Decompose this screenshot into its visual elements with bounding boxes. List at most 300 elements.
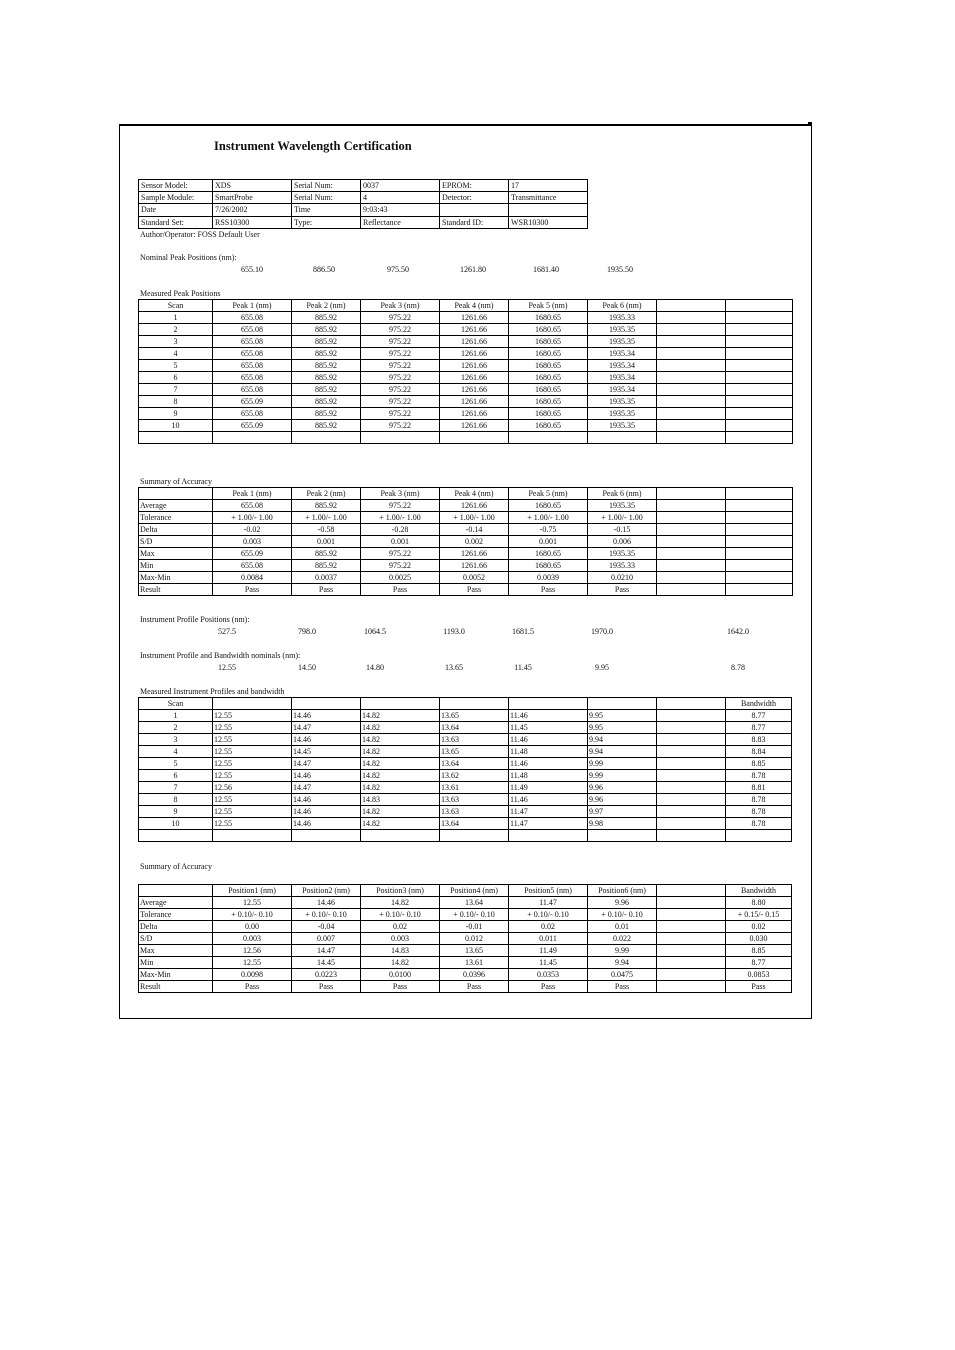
table-cell: 13.65: [440, 945, 509, 957]
table-cell: 0.0100: [361, 969, 440, 981]
value-item: 1642.0: [727, 627, 749, 636]
info-label: Serial Num:: [292, 192, 361, 204]
table-cell: 6: [139, 770, 213, 782]
info-label: Sample Module:: [139, 192, 213, 204]
table-cell: + 1.00/- 1.00: [213, 512, 292, 524]
table-row: [139, 336, 793, 348]
table-cell: [657, 897, 726, 909]
table-cell: [361, 432, 440, 444]
table-cell: 8.77: [726, 957, 792, 969]
table-cell: 14.82: [361, 722, 440, 734]
table-row: [139, 408, 793, 420]
table-cell: -0.14: [440, 524, 509, 536]
table-cell: 975.22: [361, 560, 440, 572]
column-header: Peak 3 (nm): [361, 300, 440, 312]
table-cell: 1261.66: [440, 360, 509, 372]
peak-summary-table: [138, 487, 793, 596]
table-cell: 9: [139, 806, 213, 818]
table-cell: 14.45: [292, 746, 361, 758]
table-cell: -0.01: [440, 921, 509, 933]
table-cell: Tolerance: [139, 512, 213, 524]
info-value: Reflectance: [361, 216, 440, 228]
table-row: [139, 360, 793, 372]
table-cell: 1261.66: [440, 500, 509, 512]
column-header: [657, 885, 726, 897]
value-item: 8.78: [731, 663, 745, 672]
table-cell: [657, 830, 726, 842]
table-cell: 11.49: [509, 945, 588, 957]
table-cell: 885.92: [292, 348, 361, 360]
table-row: [139, 782, 792, 794]
table-cell: + 0.10/- 0.10: [588, 909, 657, 921]
table-cell: [657, 420, 726, 432]
table-cell: 1: [139, 710, 213, 722]
table-cell: 12.56: [213, 945, 292, 957]
table-cell: 12.55: [213, 818, 292, 830]
table-cell: 1261.66: [440, 396, 509, 408]
table-cell: 0.0025: [361, 572, 440, 584]
table-cell: 655.08: [213, 500, 292, 512]
table-row: [139, 536, 793, 548]
table-cell: 9.99: [588, 770, 657, 782]
table-cell: 9.94: [588, 734, 657, 746]
table-cell: [509, 432, 588, 444]
measured-profiles-table: [138, 697, 792, 842]
column-header: Peak 1 (nm): [213, 488, 292, 500]
table-cell: 0.003: [213, 536, 292, 548]
table-cell: 885.92: [292, 396, 361, 408]
table-cell: Pass: [509, 981, 588, 993]
table-cell: 885.92: [292, 324, 361, 336]
table-cell: 9.99: [588, 758, 657, 770]
table-cell: -0.15: [588, 524, 657, 536]
column-header: [139, 488, 213, 500]
table-cell: [657, 384, 726, 396]
table-cell: 0.0223: [292, 969, 361, 981]
info-value: 0037: [361, 180, 440, 192]
table-cell: Max-Min: [139, 572, 213, 584]
table-cell: 14.46: [292, 794, 361, 806]
table-cell: 0.003: [361, 933, 440, 945]
table-row: [139, 806, 792, 818]
table-cell: [657, 782, 726, 794]
table-cell: [726, 572, 793, 584]
table-cell: 1935.35: [588, 420, 657, 432]
table-cell: [726, 500, 793, 512]
table-cell: [726, 420, 793, 432]
table-cell: [657, 969, 726, 981]
table-cell: 12.55: [213, 758, 292, 770]
table-cell: [588, 830, 657, 842]
table-cell: 13.61: [440, 782, 509, 794]
table-cell: [213, 432, 292, 444]
table-cell: 14.82: [361, 746, 440, 758]
table-cell: 655.08: [213, 312, 292, 324]
table-cell: Average: [139, 897, 213, 909]
table-cell: 8.77: [726, 722, 792, 734]
table-row: [139, 204, 588, 216]
table-cell: [726, 512, 793, 524]
table-cell: [657, 722, 726, 734]
table-cell: 13.65: [440, 710, 509, 722]
table-cell: 1935.34: [588, 384, 657, 396]
table-cell: 975.22: [361, 500, 440, 512]
table-header-row: [139, 300, 793, 312]
table-cell: 11.46: [509, 734, 588, 746]
table-cell: [726, 312, 793, 324]
profile-summary-label: Summary of Accuracy: [140, 862, 212, 871]
table-cell: 655.08: [213, 384, 292, 396]
table-row: [139, 384, 793, 396]
table-cell: 8: [139, 794, 213, 806]
table-cell: Result: [139, 981, 213, 993]
table-cell: 14.46: [292, 897, 361, 909]
table-row: [139, 945, 792, 957]
document-title: Instrument Wavelength Certification: [214, 139, 412, 153]
table-cell: [292, 432, 361, 444]
table-cell: 885.92: [292, 312, 361, 324]
column-header: Peak 3 (nm): [361, 488, 440, 500]
table-cell: Max-Min: [139, 969, 213, 981]
table-cell: [139, 432, 213, 444]
table-cell: 4: [139, 746, 213, 758]
info-label: Serial Num:: [292, 180, 361, 192]
table-cell: 12.55: [213, 794, 292, 806]
table-cell: 1935.34: [588, 348, 657, 360]
table-cell: [657, 396, 726, 408]
table-cell: 1680.65: [509, 372, 588, 384]
table-cell: [657, 360, 726, 372]
table-cell: 0.006: [588, 536, 657, 548]
table-cell: 0.012: [440, 933, 509, 945]
table-cell: 975.22: [361, 324, 440, 336]
table-cell: 2: [139, 324, 213, 336]
table-cell: + 0.10/- 0.10: [361, 909, 440, 921]
table-row: [139, 818, 792, 830]
table-cell: -0.75: [509, 524, 588, 536]
table-cell: 3: [139, 734, 213, 746]
column-header: [657, 698, 726, 710]
table-row: [139, 432, 793, 444]
table-cell: 13.64: [440, 758, 509, 770]
table-cell: 655.08: [213, 324, 292, 336]
table-cell: 4: [139, 348, 213, 360]
table-row: [139, 830, 792, 842]
table-cell: [726, 336, 793, 348]
table-cell: -0.04: [292, 921, 361, 933]
table-row: [139, 981, 792, 993]
column-header: Peak 1 (nm): [213, 300, 292, 312]
value-item: 11.45: [514, 663, 532, 672]
table-cell: 0.003: [213, 933, 292, 945]
table-cell: 1935.33: [588, 560, 657, 572]
table-cell: 13.64: [440, 897, 509, 909]
table-cell: 14.82: [361, 897, 440, 909]
table-cell: [657, 432, 726, 444]
table-cell: + 0.15/- 0.15: [726, 909, 792, 921]
table-cell: 11.48: [509, 770, 588, 782]
info-label: Standard Set:: [139, 216, 213, 228]
table-cell: 655.08: [213, 408, 292, 420]
info-value: 9:03:43: [361, 204, 440, 216]
value-item: 1681.5: [512, 627, 534, 636]
measured-peaks-label: Measured Peak Positions: [140, 289, 221, 298]
column-header: Peak 6 (nm): [588, 300, 657, 312]
table-row: [139, 560, 793, 572]
table-cell: 1680.65: [509, 336, 588, 348]
table-row: [139, 933, 792, 945]
column-header: [588, 698, 657, 710]
value-item: 12.55: [218, 663, 236, 672]
column-header: Peak 4 (nm): [440, 300, 509, 312]
value-item: 9.95: [595, 663, 609, 672]
column-header: [440, 698, 509, 710]
table-cell: Pass: [361, 584, 440, 596]
table-cell: 8.77: [726, 710, 792, 722]
table-cell: Pass: [509, 584, 588, 596]
table-cell: 1261.66: [440, 372, 509, 384]
table-cell: 9.96: [588, 794, 657, 806]
measured-peaks-table: [138, 299, 793, 444]
info-value: WSR10300: [509, 216, 588, 228]
info-value: 4: [361, 192, 440, 204]
table-cell: 12.55: [213, 957, 292, 969]
value-item: 1681.40: [533, 265, 559, 274]
table-cell: + 0.10/- 0.10: [509, 909, 588, 921]
table-cell: 11.46: [509, 758, 588, 770]
column-header: [139, 885, 213, 897]
column-header: Position1 (nm): [213, 885, 292, 897]
table-cell: 975.22: [361, 408, 440, 420]
table-cell: 11.47: [509, 897, 588, 909]
table-cell: 1261.66: [440, 348, 509, 360]
table-cell: 885.92: [292, 360, 361, 372]
column-header: [726, 300, 793, 312]
table-cell: 0.0210: [588, 572, 657, 584]
table-cell: 11.45: [509, 957, 588, 969]
table-row: [139, 372, 793, 384]
table-cell: [657, 548, 726, 560]
table-row: [139, 420, 793, 432]
table-cell: 8.85: [726, 758, 792, 770]
table-cell: [657, 981, 726, 993]
value-item: 1064.5: [364, 627, 386, 636]
table-cell: [440, 830, 509, 842]
table-cell: [657, 758, 726, 770]
column-header: Bandwidth: [726, 698, 792, 710]
table-cell: [657, 312, 726, 324]
table-row: [139, 584, 793, 596]
table-cell: 1680.65: [509, 348, 588, 360]
table-cell: + 1.00/- 1.00: [509, 512, 588, 524]
column-header: Peak 4 (nm): [440, 488, 509, 500]
table-cell: [657, 512, 726, 524]
instrument-info-table: [138, 179, 588, 229]
table-row: [139, 921, 792, 933]
table-cell: 1680.65: [509, 500, 588, 512]
table-cell: 1680.65: [509, 420, 588, 432]
table-cell: [657, 372, 726, 384]
table-cell: 14.82: [361, 818, 440, 830]
column-header: [213, 698, 292, 710]
table-cell: [657, 794, 726, 806]
table-cell: 12.55: [213, 734, 292, 746]
table-cell: 9.97: [588, 806, 657, 818]
table-cell: [657, 945, 726, 957]
table-cell: 13.62: [440, 770, 509, 782]
table-cell: 0.002: [440, 536, 509, 548]
table-cell: Result: [139, 584, 213, 596]
table-cell: [657, 560, 726, 572]
table-cell: 12.55: [213, 806, 292, 818]
table-cell: [657, 818, 726, 830]
table-cell: 0.0098: [213, 969, 292, 981]
table-cell: 14.47: [292, 945, 361, 957]
table-row: [139, 770, 792, 782]
table-cell: 7: [139, 782, 213, 794]
table-cell: 0.0037: [292, 572, 361, 584]
table-cell: 14.46: [292, 818, 361, 830]
table-cell: Pass: [361, 981, 440, 993]
table-cell: 1935.35: [588, 324, 657, 336]
table-cell: [657, 770, 726, 782]
table-cell: 655.09: [213, 396, 292, 408]
table-cell: 0.0353: [509, 969, 588, 981]
table-cell: 9: [139, 408, 213, 420]
table-cell: 14.47: [292, 722, 361, 734]
table-cell: 14.82: [361, 710, 440, 722]
table-cell: [657, 710, 726, 722]
column-header: Peak 2 (nm): [292, 300, 361, 312]
table-cell: 1935.34: [588, 372, 657, 384]
table-cell: 13.65: [440, 746, 509, 758]
table-cell: 975.22: [361, 396, 440, 408]
table-cell: [726, 830, 792, 842]
table-cell: + 1.00/- 1.00: [292, 512, 361, 524]
table-cell: 8.78: [726, 806, 792, 818]
author-operator: Author/Operator: FOSS Default User: [140, 230, 260, 239]
table-cell: 14.46: [292, 734, 361, 746]
table-cell: [657, 408, 726, 420]
info-value: SmartProbe: [213, 192, 292, 204]
table-cell: 13.64: [440, 818, 509, 830]
table-cell: Average: [139, 500, 213, 512]
table-cell: [657, 584, 726, 596]
value-item: 655.10: [241, 265, 263, 274]
table-cell: 1261.66: [440, 548, 509, 560]
info-label: Detector:: [440, 192, 509, 204]
table-cell: 12.56: [213, 782, 292, 794]
table-cell: 1680.65: [509, 396, 588, 408]
table-cell: 8.80: [726, 897, 792, 909]
table-cell: [726, 372, 793, 384]
info-label: EPROM:: [440, 180, 509, 192]
nominal-peaks-label: Nominal Peak Positions (nm):: [140, 253, 237, 262]
table-header-row: [139, 698, 792, 710]
table-cell: [657, 572, 726, 584]
table-cell: 14.83: [361, 794, 440, 806]
value-item: 527.5: [218, 627, 236, 636]
table-cell: [361, 830, 440, 842]
table-cell: Pass: [292, 981, 361, 993]
table-cell: 13.64: [440, 722, 509, 734]
table-cell: 13.61: [440, 957, 509, 969]
value-item: 1193.0: [443, 627, 465, 636]
table-row: [139, 216, 588, 228]
column-header: Bandwidth: [726, 885, 792, 897]
table-cell: 1935.33: [588, 312, 657, 324]
column-header: Position5 (nm): [509, 885, 588, 897]
table-row: [139, 957, 792, 969]
table-cell: [213, 830, 292, 842]
table-cell: 1935.35: [588, 548, 657, 560]
table-cell: 8.78: [726, 794, 792, 806]
info-label: Time: [292, 204, 361, 216]
table-cell: 885.92: [292, 336, 361, 348]
table-cell: 975.22: [361, 348, 440, 360]
table-cell: [657, 348, 726, 360]
table-cell: 1680.65: [509, 548, 588, 560]
info-value: Transmittance: [509, 192, 588, 204]
table-row: [139, 710, 792, 722]
table-cell: 14.46: [292, 806, 361, 818]
corner-mark: [808, 122, 812, 124]
table-cell: 885.92: [292, 408, 361, 420]
table-cell: [657, 500, 726, 512]
value-item: 886.50: [313, 265, 335, 274]
column-header: [509, 698, 588, 710]
table-cell: Pass: [726, 981, 792, 993]
table-cell: 975.22: [361, 384, 440, 396]
table-cell: 13.63: [440, 794, 509, 806]
column-header: Scan: [139, 698, 213, 710]
column-header: Position6 (nm): [588, 885, 657, 897]
table-cell: 975.22: [361, 360, 440, 372]
table-cell: [726, 584, 793, 596]
profile-nominals-label: Instrument Profile and Bandwidth nominals (nm):: [140, 651, 301, 660]
table-cell: [657, 933, 726, 945]
info-label: Date: [139, 204, 213, 216]
table-cell: 885.92: [292, 420, 361, 432]
table-cell: 14.83: [361, 945, 440, 957]
table-cell: 1935.35: [588, 500, 657, 512]
table-cell: 655.09: [213, 548, 292, 560]
table-cell: [657, 536, 726, 548]
value-item: 1261.80: [460, 265, 486, 274]
table-cell: [726, 348, 793, 360]
table-cell: + 1.00/- 1.00: [361, 512, 440, 524]
table-row: [139, 722, 792, 734]
table-cell: 12.55: [213, 710, 292, 722]
table-cell: S/D: [139, 536, 213, 548]
table-cell: Pass: [213, 584, 292, 596]
column-header: [361, 698, 440, 710]
table-row: [139, 500, 793, 512]
table-cell: Tolerance: [139, 909, 213, 921]
table-cell: 14.82: [361, 734, 440, 746]
table-cell: 885.92: [292, 500, 361, 512]
table-cell: Delta: [139, 921, 213, 933]
table-cell: 14.82: [361, 806, 440, 818]
table-row: [139, 548, 793, 560]
table-cell: 9.99: [588, 945, 657, 957]
table-cell: 0.030: [726, 933, 792, 945]
table-cell: 12.55: [213, 770, 292, 782]
table-cell: 14.47: [292, 782, 361, 794]
table-cell: [726, 360, 793, 372]
table-cell: Pass: [588, 584, 657, 596]
table-cell: 655.08: [213, 336, 292, 348]
